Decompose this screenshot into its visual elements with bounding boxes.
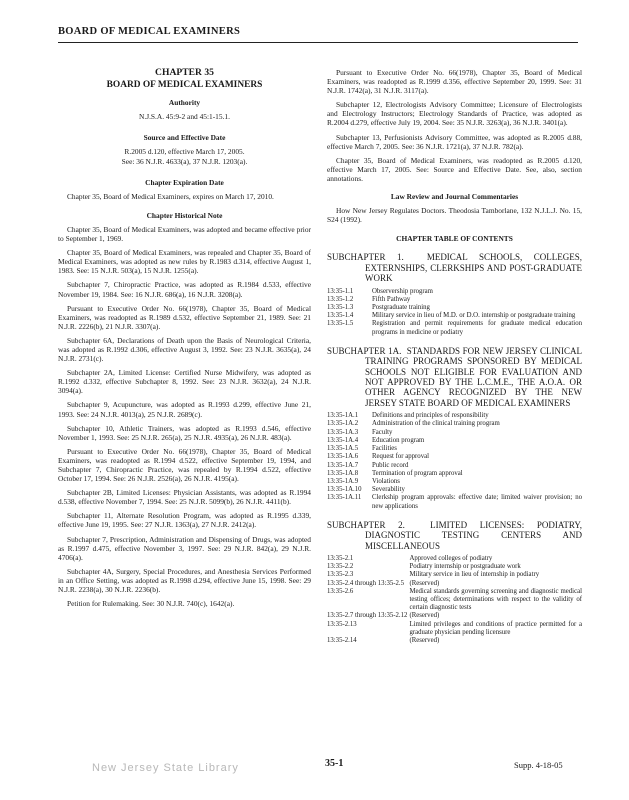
history-heading: Chapter Historical Note — [146, 210, 223, 220]
toc-entry — [327, 320, 582, 336]
subchapter-heading — [327, 252, 582, 283]
source-line-2: See: 36 N.J.R. 4633(a), 37 N.J.R. 1203(a). — [121, 156, 248, 166]
toc-section-title: Severability — [372, 486, 405, 494]
toc-section-list — [327, 555, 582, 645]
toc-entry — [327, 462, 582, 470]
toc-section-number: 13:35-2.4 through 13:35-2.5 — [327, 579, 405, 587]
subchapter-label: SUBCHAPTER 1A. — [327, 345, 402, 356]
toc-section-number: 13:35-1A.8 — [327, 469, 359, 477]
toc-entry — [327, 478, 582, 486]
toc-section-title: Podiatry internship or postgraduate work — [409, 563, 521, 571]
history-paragraph: Pursuant to Executive Order No. 66(1978), Chapter 35, Board of Medical Examiners, was readopted as R.1989 d.532, effective September 21, 1989. See: 21 N.J.R. 2226(b), 21 N.J.R. 3307(a). — [58, 303, 311, 331]
history-paragraph: Subchapter 12, Electrologists Advisory Committee; Licensure of Electrologists and Electrology Instructors; Electrology Standards of Practice, was adopted as R.2004 d.279, effective July 19, 2004. See: 35 N.J.R. 3263(a), 36 N.J.R. 3401(a). — [327, 100, 582, 128]
history-paragraph: Chapter 35, Board of Medical Examiners, was readopted as R.2005 d.120, effective March 17, 2005. See: Source and Effective Date. See, also, section annotations. — [327, 155, 582, 183]
history-paragraph: Pursuant to Executive Order No. 66(1978), Chapter 35, Board of Medical Examiners, was readopted as R.1994 d.522, effective September 19, 1994, and Subchapter 7, Chiropractic Practice, was repealed by R.1994 d.522, effective October 17, 1994. See: 26 N.J.R. 2526(a), 26 N.J.R. 4195(a). — [58, 446, 311, 484]
toc-section-number: 13:35-1A.6 — [327, 453, 359, 461]
law-review-heading: Law Review and Journal Commentaries — [390, 192, 519, 202]
toc-entry — [327, 637, 582, 645]
expiration-text: Chapter 35, Board of Medical Examiners, expires on March 17, 2010. — [67, 191, 274, 201]
subchapter-heading — [327, 346, 582, 408]
toc-section-title: Military service in lieu of internship in podiatry — [409, 571, 540, 579]
toc-section-title: Facilities — [372, 445, 397, 453]
history-paragraph: Subchapter 6A, Declarations of Death upon the Basis of Neurological Criteria, was adopted as R.1992 d.306, effective August 3, 1992. See: 23 N.J.R. 3635(a), 24 N.J.R. 2731(c). — [58, 335, 311, 364]
toc-section-number: 13:35-1.1 — [327, 287, 354, 295]
history-paragraph: Chapter 35, Board of Medical Examiners, was repealed and Chapter 35, Board of Medical Examiners, was adopted as new rules by R.1983 d.314, effective August 1, 1983. See: 15 N.J.R. 503(a), 15 N.J.R. 1255(a). — [58, 248, 311, 276]
authority-heading: Authority — [168, 98, 201, 108]
toc-section-title: Request for approval — [372, 453, 430, 461]
expiration-heading: Chapter Expiration Date — [145, 177, 224, 187]
toc-section-title: Postgraduate training — [372, 304, 430, 312]
history-paragraph: Subchapter 4A, Surgery, Special Procedures, and Anesthesia Services Performed in an Office Setting, was adopted as R.1998 d.294, effective June 15, 1998. See: 29 N.J.R. 2238(a), 30 N.J.R. 2236(b). — [58, 566, 311, 595]
toc-entry — [327, 470, 582, 478]
history-paragraph: Subchapter 7, Prescription, Administration and Dispensing of Drugs, was adopted as R.1997 d.475, effective November 3, 1997. See: 29 N.J.R. 842(a), 29 N.J.R. 4706(a). — [58, 534, 311, 562]
toc-section-title: (Reserved) — [409, 612, 440, 620]
toc-section-number: 13:35-2.1 — [327, 554, 354, 562]
toc-section-number: 13:35-1A.4 — [327, 436, 359, 444]
toc-section-number: 13:35-2.13 — [327, 620, 357, 628]
toc-section-title: Clerkship program approvals: effective date; limited waiver provision; no new applications — [372, 494, 582, 510]
toc-section-number: 13:35-2.2 — [327, 563, 354, 571]
subchapter-title — [327, 346, 582, 408]
toc-section-title: Registration and permit requirements for graduate medical education programs in medicine or podiatry — [372, 320, 582, 336]
chapter-title: BOARD OF MEDICAL EXAMINERS — [106, 80, 263, 91]
toc-entry — [327, 494, 582, 510]
toc-section-number: 13:35-1.3 — [327, 304, 354, 312]
toc-section-number: 13:35-1A.7 — [327, 461, 359, 469]
toc-section-number: 13:35-1A.10 — [327, 486, 362, 494]
subchapter-label: SUBCHAPTER 2. — [327, 519, 405, 530]
toc-section-title: Observership program — [372, 287, 433, 295]
toc-section-title: Violations — [372, 477, 400, 485]
running-header: BOARD OF MEDICAL EXAMINERS — [58, 26, 241, 37]
toc-section-title: Definitions and principles of responsibility — [372, 412, 489, 420]
law-review-text: How New Jersey Regulates Doctors. Theodosia Tamborlane, 132 N.J.L.J. No. 15, S24 (1992). — [327, 206, 582, 225]
subchapter-title — [327, 520, 582, 551]
toc-section-title: Approved colleges of podiatry — [409, 554, 493, 562]
subchapter-title — [327, 252, 582, 283]
subchapter-title-text: LIMITED LICENSES: PODIATRY, DIAGNOSTIC TESTING CENTERS AND MISCELLANEOUS — [365, 519, 583, 551]
library-watermark: New Jersey State Library — [92, 762, 239, 774]
history-paragraph: Subchapter 2B, Limited Licenses: Physician Assistants, was adopted as R.1994 d.538, effective November 7, 1994. See: 25 N.J.R. 5099(b), 26 N.J.R. 4411(b). — [58, 488, 311, 507]
toc-section-title: (Reserved) — [409, 579, 440, 587]
subchapter-label: SUBCHAPTER 1. — [327, 252, 404, 263]
history-paragraph: Subchapter 7, Chiropractic Practice, was adopted as R.1984 d.533, effective November 19, 1984. See: 16 N.J.R. 686(a), 16 N.J.R. 3208(a). — [58, 280, 311, 299]
toc-section-number: 13:35-1A.9 — [327, 477, 359, 485]
toc-entry — [327, 453, 582, 461]
toc-section-number: 13:35-2.14 — [327, 636, 357, 644]
toc-section-title: Public record — [372, 461, 409, 469]
toc-entry — [327, 563, 582, 571]
toc-section-title: Military service in lieu of M.D. or D.O. internship or postgraduate training — [372, 312, 576, 320]
toc-section-number: 13:35-2.7 through 13:35-2.12 — [327, 612, 408, 620]
history-paragraph: Subchapter 2A, Limited License: Certified Nurse Midwifery, was adopted as R.1992 d.332, effective Subchapter 8, 1992. See: 23 N.J.R. 3632(a), 24 N.J.R. 3094(a). — [58, 368, 311, 396]
toc-entry — [327, 580, 582, 588]
toc-section-number: 13:35-1A.1 — [327, 412, 359, 420]
subchapter-title-text: MEDICAL SCHOOLS, COLLEGES, EXTERNSHIPS, CLERKSHIPS AND POST-GRADUATE WORK — [365, 252, 583, 284]
toc-entry — [327, 304, 582, 312]
subchapter-title-text: STANDARDS FOR NEW JERSEY CLINICAL TRAINING PROGRAMS SPONSORED BY MEDICAL SCHOOLS NOT ELIGIBLE FOR EVALUATION AND NOT APPROVED BY THE L.C.M.E., THE A.O.A. OR OTHER AGENCY RECOGNIZED BY THE NEW JERSEY STATE BOARD OF MEDICAL EXAMINERS — [365, 345, 583, 408]
toc-section-title: (Reserved) — [409, 636, 440, 644]
toc-section-number: 13:35-1A.3 — [327, 428, 359, 436]
page-number: 35-1 — [325, 758, 344, 769]
toc-entry — [327, 555, 582, 563]
toc-entry — [327, 445, 582, 453]
history-paragraph: Subchapter 13, Perfusionists Advisory Committee, was adopted as R.2005 d.88, effective March 7, 2005. See: 36 N.J.R. 1721(a), 37 N.J.R. 782(a). — [327, 132, 582, 151]
toc-entry — [327, 571, 582, 579]
toc-entry — [327, 588, 582, 613]
toc-section-title: Education program — [372, 436, 425, 444]
supplement-date: Supp. 4-18-05 — [514, 760, 563, 770]
toc-entry — [327, 420, 582, 428]
history-paragraph: Subchapter 9, Acupuncture, was adopted as R.1993 d.299, effective June 21, 1993. See: 24 N.J.R. 4013(a), 25 N.J.R. 2689(c). — [58, 400, 311, 419]
toc-entry — [327, 288, 582, 296]
header-rule — [58, 42, 578, 43]
toc-section-number: 13:35-1A.5 — [327, 445, 359, 453]
chapter-number: CHAPTER 35 — [155, 67, 214, 78]
right-column — [327, 68, 582, 645]
authority-text: N.J.S.A. 45:9-2 and 45:1-15.1. — [139, 112, 230, 122]
toc-section-title: Limited privileges and conditions of practice permitted for a graduate physician pending licensure — [409, 620, 582, 636]
toc-entry — [327, 437, 582, 445]
toc-entry — [327, 429, 582, 437]
history-paragraph: Subchapter 10, Athletic Trainers, was adopted as R.1993 d.546, effective November 1, 1993. See: 25 N.J.R. 265(a), 25 N.J.R. 4935(a), 26 N.J.R. 483(a). — [58, 423, 311, 442]
toc-entry — [327, 312, 582, 320]
toc-section-title: Administration of the clinical training program — [372, 420, 500, 428]
toc-entry — [327, 486, 582, 494]
history-paragraph: Chapter 35, Board of Medical Examiners, was adopted and became effective prior to September 1, 1969. — [58, 224, 311, 244]
toc-section-number: 13:35-2.3 — [327, 571, 354, 579]
toc-section-number: 13:35-2.6 — [327, 587, 354, 595]
toc-entry — [327, 621, 582, 637]
toc-section-list — [327, 288, 582, 337]
toc-section-title: Medical standards governing screening and diagnostic medical testing offices; determinations with respect to the validity of certain diagnostic tests — [409, 587, 582, 612]
subchapter-heading — [327, 520, 582, 551]
left-column — [58, 68, 311, 613]
history-paragraph: Petition for Rulemaking. See: 30 N.J.R. 740(c), 1642(a). — [67, 599, 235, 609]
toc-section-number: 13:35-1A.2 — [327, 420, 359, 428]
source-line-1: R.2005 d.120, effective March 17, 2005. — [124, 147, 245, 157]
toc-section-title: Faculty — [372, 428, 393, 436]
toc-entry — [327, 296, 582, 304]
history-paragraph: Subchapter 11, Alternate Resolution Program, was adopted as R.1995 d.339, effective June 19, 1995. See: 27 N.J.R. 1363(a), 27 N.J.R. 2412(a). — [58, 511, 311, 530]
table-of-contents — [327, 252, 582, 645]
toc-section-number: 13:35-1A.11 — [327, 494, 362, 502]
toc-section-title: Fifth Pathway — [372, 295, 411, 303]
toc-section-title: Termination of program approval — [372, 469, 463, 477]
toc-section-list — [327, 412, 582, 510]
toc-section-number: 13:35-1.4 — [327, 312, 354, 320]
toc-section-number: 13:35-1.5 — [327, 320, 354, 328]
toc-heading: CHAPTER TABLE OF CONTENTS — [396, 234, 513, 244]
history-paragraph: Pursuant to Executive Order No. 66(1978), Chapter 35, Board of Medical Examiners, was readopted as R.1999 d.356, effective September 20, 1999. See: 31 N.J.R. 1742(a), 31 N.J.R. 3117(a). — [327, 68, 582, 96]
toc-entry — [327, 612, 582, 620]
toc-section-number: 13:35-1.2 — [327, 295, 354, 303]
source-heading: Source and Effective Date — [143, 133, 226, 143]
toc-entry — [327, 412, 582, 420]
